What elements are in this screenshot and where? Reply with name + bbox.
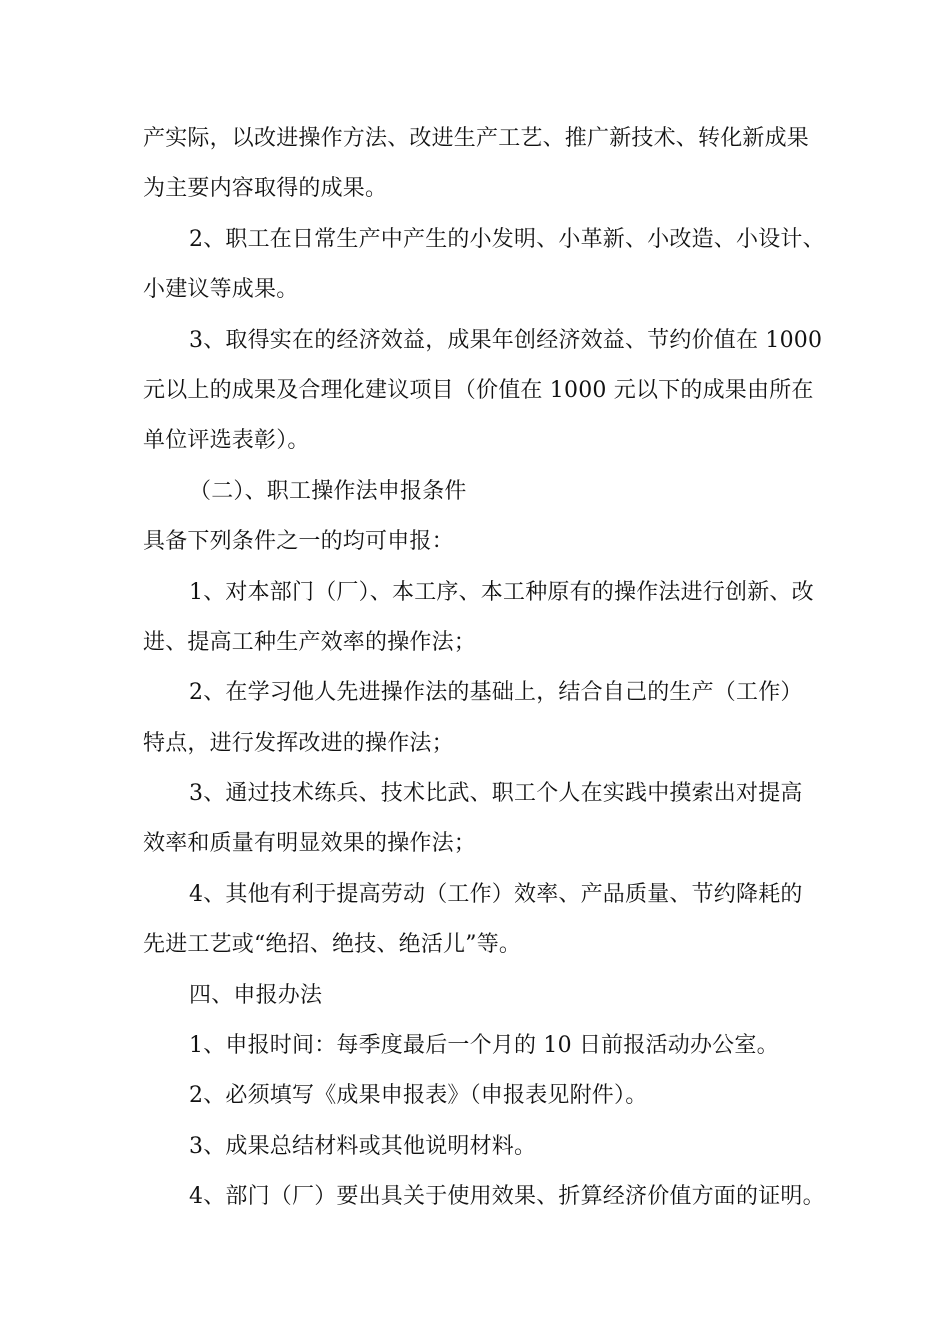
text-line: 单位评选表彰）。 xyxy=(143,428,310,454)
list-item: 4、部门（厂）要出具关于使用效果、折算经济价值方面的证明。 xyxy=(189,1184,825,1210)
text-line: 元以上的成果及合理化建议项目（价值在 1000 元以下的成果由所在 xyxy=(143,377,814,403)
list-item: 2、必须填写《成果申报表》（申报表见附件）。 xyxy=(189,1083,648,1109)
text-line: 为主要内容取得的成果。 xyxy=(143,176,388,202)
text-line: 效率和质量有明显效果的操作法； xyxy=(143,831,477,857)
text-line: 特点，进行发挥改进的操作法； xyxy=(143,730,454,756)
list-item: 4、其他有利于提高劳动（工作）效率、产品质量、节约降耗的 xyxy=(189,881,803,907)
text-line: 具备下列条件之一的均可申报： xyxy=(143,529,454,555)
text-line: 先进工艺或“绝招、绝技、绝活儿”等。 xyxy=(143,932,522,958)
text-line: 产实际，以改进操作方法、改进生产工艺、推广新技术、转化新成果 xyxy=(143,126,810,151)
list-item: 3、取得实在的经济效益，成果年创经济效益、节约价值在 1000 xyxy=(189,327,823,353)
list-item: 3、成果总结材料或其他说明材料。 xyxy=(189,1133,537,1159)
section-heading: 四、申报办法 xyxy=(189,982,323,1008)
list-item: 1、申报时间：每季度最后一个月的 10 日前报活动办公室。 xyxy=(189,1033,779,1059)
list-item: 2、职工在日常生产中产生的小发明、小革新、小改造、小设计、 xyxy=(189,226,825,252)
section-heading: （二）、职工操作法申报条件 xyxy=(189,478,467,504)
list-item: 1、对本部门（厂）、本工序、本工种原有的操作法进行创新、改 xyxy=(189,579,814,605)
text-line: 进、提高工种生产效率的操作法； xyxy=(143,629,477,655)
text-line: 小建议等成果。 xyxy=(143,277,299,303)
document-body xyxy=(143,114,825,1223)
list-item: 2、在学习他人先进操作法的基础上，结合自己的生产（工作） xyxy=(189,680,803,706)
list-item: 3、通过技术练兵、技术比武、职工个人在实践中摸索出对提高 xyxy=(189,781,803,807)
